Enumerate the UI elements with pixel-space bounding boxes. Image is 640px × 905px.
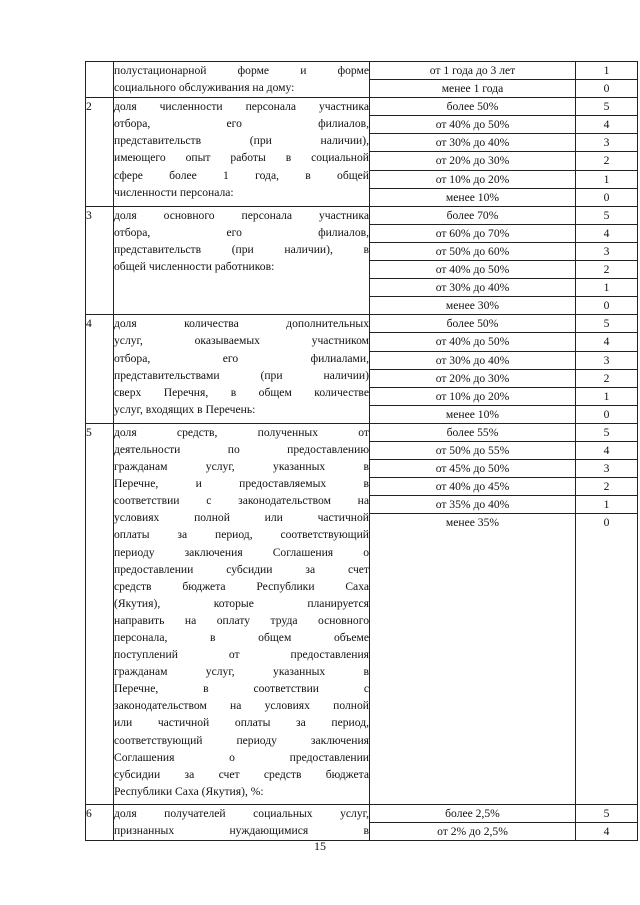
criterion-description bbox=[114, 315, 370, 424]
description-line: имеющего опыт работы в социальной bbox=[114, 151, 369, 165]
description-line: доля средств, полученных от bbox=[114, 425, 369, 439]
option-range: менее 10% bbox=[370, 188, 576, 206]
description-line: направить на оплату труда основного bbox=[114, 613, 369, 627]
criterion-description bbox=[114, 805, 370, 841]
option-points: 5 bbox=[576, 315, 638, 333]
description-line: признанных нуждающимися в bbox=[114, 824, 369, 838]
option-points: 5 bbox=[576, 98, 638, 116]
description-line: соответствующий периоду заключения bbox=[114, 733, 369, 747]
criterion-number: 3 bbox=[86, 206, 114, 315]
option-points: 0 bbox=[576, 188, 638, 206]
criteria-row bbox=[86, 206, 638, 224]
option-range: от 1 года до 3 лет bbox=[370, 62, 576, 80]
criteria-row bbox=[86, 315, 638, 333]
option-points: 0 bbox=[576, 514, 638, 805]
description-line: Перечне, и предоставляемых в bbox=[114, 477, 369, 491]
option-range: от 45% до 50% bbox=[370, 460, 576, 478]
description-line: услуг, оказываемых участником bbox=[114, 334, 369, 348]
description-line: предоставлении субсидии за счет bbox=[114, 562, 369, 576]
description-line: доля основного персонала участника bbox=[114, 208, 369, 222]
option-range: менее 1 года bbox=[370, 80, 576, 98]
option-points: 0 bbox=[576, 297, 638, 315]
criterion-number: 2 bbox=[86, 98, 114, 207]
description-line: представительствами (при наличии) bbox=[114, 368, 369, 382]
option-range: от 20% до 30% bbox=[370, 152, 576, 170]
option-points: 5 bbox=[576, 206, 638, 224]
description-line: условиях полной или частичной bbox=[114, 511, 369, 525]
description-line: доля численности персонала участника bbox=[114, 100, 369, 114]
description-line: деятельности по предоставлению bbox=[114, 442, 369, 456]
option-points: 2 bbox=[576, 152, 638, 170]
description-line: услуг, входящих в Перечень: bbox=[114, 402, 256, 416]
description-line: отбора, его филиалов, bbox=[114, 225, 369, 239]
description-line: или частичной оплаты за период, bbox=[114, 716, 369, 730]
description-line: представительств (при наличии), bbox=[114, 134, 369, 148]
option-points: 2 bbox=[576, 261, 638, 279]
option-range: от 50% до 60% bbox=[370, 242, 576, 260]
option-points: 0 bbox=[576, 405, 638, 423]
description-line: гражданам услуг, указанных в bbox=[114, 665, 369, 679]
option-points: 4 bbox=[576, 333, 638, 351]
option-points: 3 bbox=[576, 351, 638, 369]
option-range: от 60% до 70% bbox=[370, 224, 576, 242]
option-range: от 40% до 50% bbox=[370, 116, 576, 134]
option-points: 4 bbox=[576, 224, 638, 242]
option-points: 2 bbox=[576, 478, 638, 496]
option-points: 1 bbox=[576, 496, 638, 514]
criteria-row bbox=[86, 423, 638, 441]
criterion-description bbox=[114, 206, 370, 315]
option-range: от 10% до 20% bbox=[370, 387, 576, 405]
description-line: отбора, его филиалами, bbox=[114, 351, 369, 365]
option-points: 1 bbox=[576, 62, 638, 80]
option-points: 1 bbox=[576, 170, 638, 188]
option-range: от 20% до 30% bbox=[370, 369, 576, 387]
description-line: периоду заключения Соглашения о bbox=[114, 545, 369, 559]
criterion-description bbox=[114, 98, 370, 207]
option-points: 5 bbox=[576, 805, 638, 823]
description-line: законодательством на условиях полной bbox=[114, 699, 369, 713]
option-points: 3 bbox=[576, 242, 638, 260]
option-points: 0 bbox=[576, 80, 638, 98]
option-range: от 35% до 40% bbox=[370, 496, 576, 514]
criterion-number: 6 bbox=[86, 805, 114, 841]
option-range: от 2% до 2,5% bbox=[370, 823, 576, 841]
description-line: соответствии с законодательством на bbox=[114, 494, 369, 508]
option-range: более 70% bbox=[370, 206, 576, 224]
option-range: менее 30% bbox=[370, 297, 576, 315]
option-range: более 50% bbox=[370, 98, 576, 116]
criterion-description bbox=[114, 423, 370, 804]
option-range: от 40% до 50% bbox=[370, 333, 576, 351]
option-range: менее 10% bbox=[370, 405, 576, 423]
option-points: 4 bbox=[576, 116, 638, 134]
option-points: 1 bbox=[576, 279, 638, 297]
description-line: субсидии за счет средств бюджета bbox=[114, 767, 369, 781]
option-range: от 40% до 45% bbox=[370, 478, 576, 496]
option-points: 1 bbox=[576, 387, 638, 405]
criterion-description bbox=[114, 62, 370, 98]
description-line: поступлений от предоставления bbox=[114, 648, 369, 662]
criteria-row bbox=[86, 62, 638, 80]
option-points: 5 bbox=[576, 423, 638, 441]
option-points: 4 bbox=[576, 823, 638, 841]
description-line: отбора, его филиалов, bbox=[114, 117, 369, 131]
description-line: полустационарной форме и форме bbox=[114, 64, 369, 77]
description-line: Республики Саха (Якутия), %: bbox=[114, 784, 264, 798]
page-number: 15 bbox=[314, 839, 326, 853]
description-line: общей численности работников: bbox=[114, 260, 275, 274]
description-line: оплаты за период, соответствующий bbox=[114, 528, 369, 542]
criterion-number: 4 bbox=[86, 315, 114, 424]
option-points: 3 bbox=[576, 134, 638, 152]
option-points: 4 bbox=[576, 441, 638, 459]
option-range: от 30% до 40% bbox=[370, 134, 576, 152]
option-points: 2 bbox=[576, 369, 638, 387]
description-line: доля получателей социальных услуг, bbox=[114, 807, 369, 821]
criteria-table-body bbox=[86, 62, 638, 841]
description-line: (Якутия), которые планируется bbox=[114, 596, 369, 610]
description-line: сверх Перечня, в общем количестве bbox=[114, 385, 369, 399]
criteria-row bbox=[86, 805, 638, 823]
description-line: представительств (при наличии), в bbox=[114, 242, 369, 256]
criteria-table bbox=[85, 61, 638, 841]
criteria-row bbox=[86, 98, 638, 116]
description-line: доля количества дополнительных bbox=[114, 317, 369, 331]
description-line: Соглашения о предоставлении bbox=[114, 750, 369, 764]
criterion-number bbox=[86, 62, 114, 98]
option-range: от 50% до 55% bbox=[370, 441, 576, 459]
option-points: 3 bbox=[576, 460, 638, 478]
option-range: от 40% до 50% bbox=[370, 261, 576, 279]
option-range: более 55% bbox=[370, 423, 576, 441]
option-range: от 10% до 20% bbox=[370, 170, 576, 188]
option-range: от 30% до 40% bbox=[370, 279, 576, 297]
description-line: сфере более 1 года, в общей bbox=[114, 168, 369, 182]
description-line: гражданам услуг, указанных в bbox=[114, 460, 369, 474]
option-range: от 30% до 40% bbox=[370, 351, 576, 369]
option-range: более 50% bbox=[370, 315, 576, 333]
option-range: более 2,5% bbox=[370, 805, 576, 823]
criterion-number: 5 bbox=[86, 423, 114, 804]
description-line: социального обслуживания на дому: bbox=[114, 81, 295, 95]
description-line: средств бюджета Республики Саха bbox=[114, 579, 369, 593]
description-line: Перечне, в соответствии с bbox=[114, 682, 369, 696]
description-line: численности персонала: bbox=[114, 185, 234, 199]
option-range: менее 35% bbox=[370, 514, 576, 805]
description-line: персонала, в общем объеме bbox=[114, 631, 369, 644]
